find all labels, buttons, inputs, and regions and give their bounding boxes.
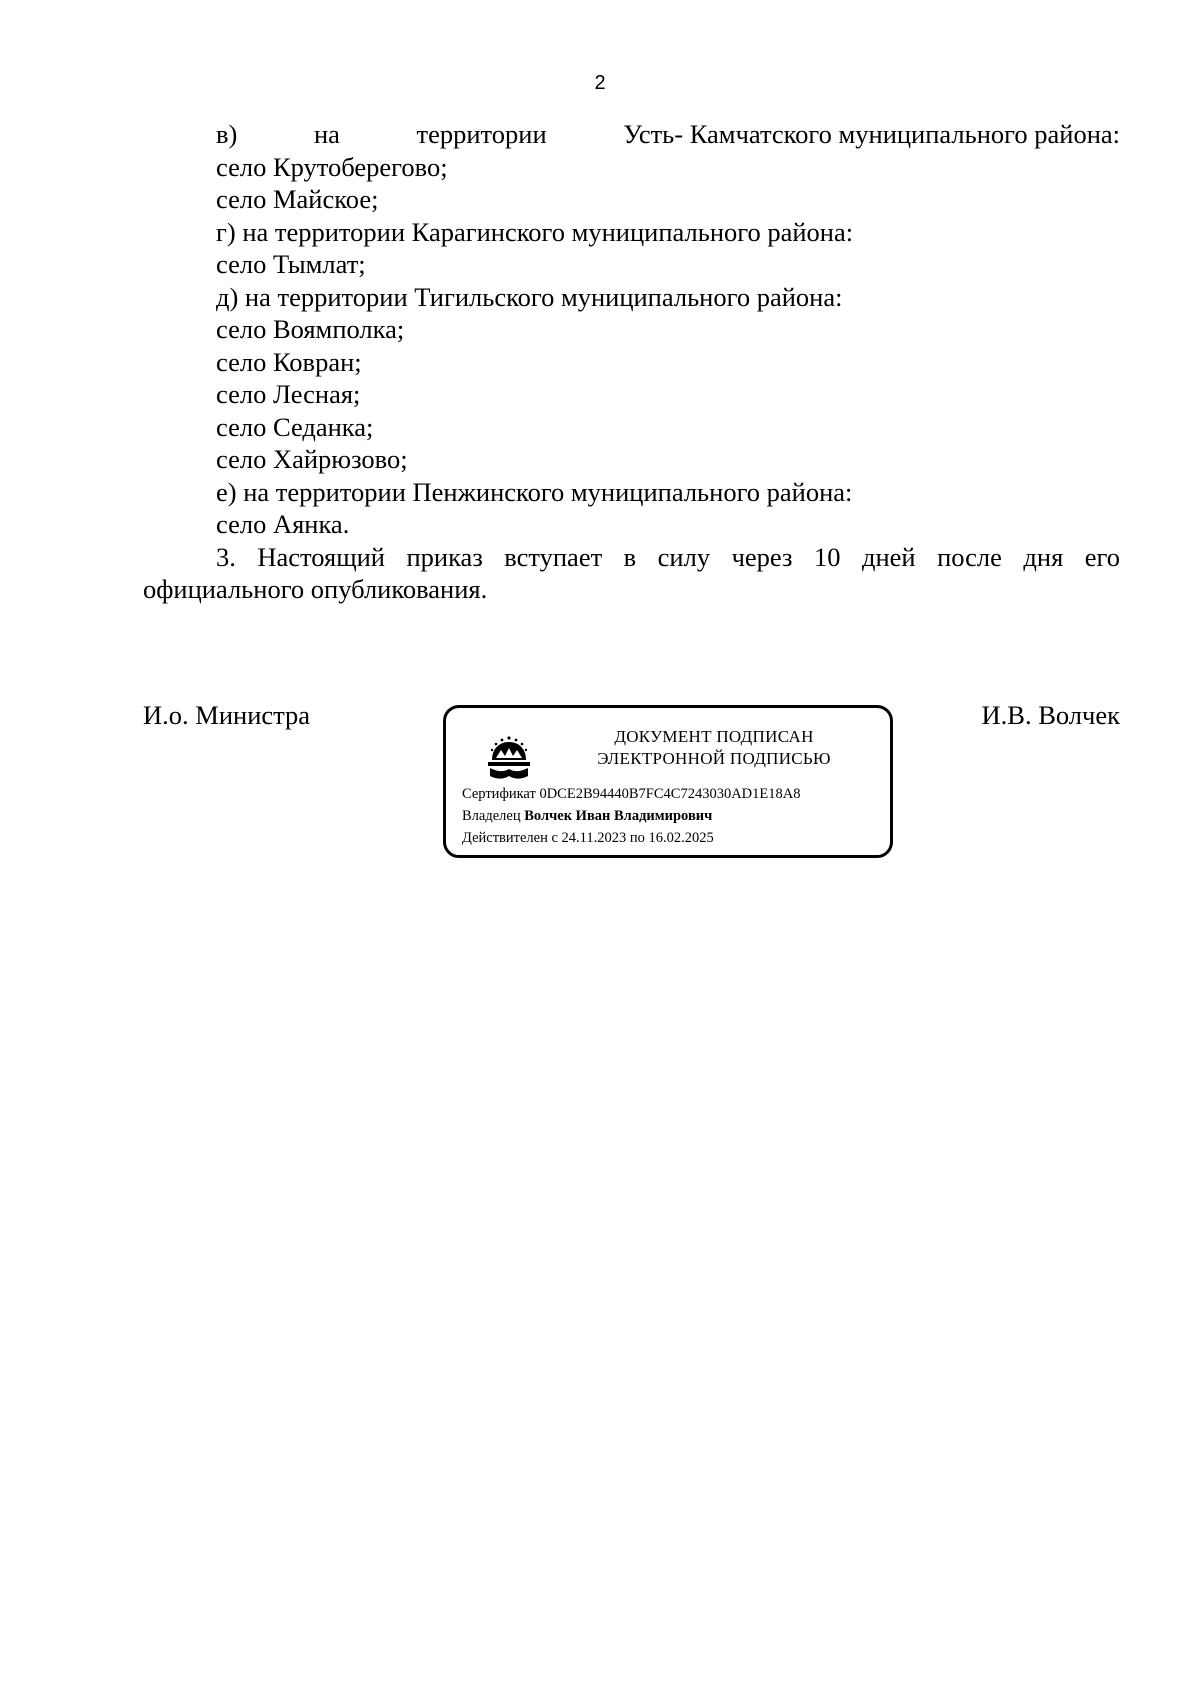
stamp-title	[556, 726, 872, 770]
list-line: село Хайрюзово;	[216, 444, 408, 474]
list-line: село Лесная;	[216, 379, 361, 409]
certificate-row	[462, 785, 880, 803]
list-line: д) на территории Тигильского муниципального района:	[216, 281, 843, 312]
valid-from-label: с	[551, 830, 558, 846]
page-number: 2	[594, 72, 606, 94]
electronic-signature-stamp	[443, 705, 893, 858]
valid-from: 24.11.2023	[561, 830, 627, 846]
valid-label: Действителен	[462, 830, 548, 846]
list-line: село Воямполка;	[216, 314, 405, 344]
validity-row	[462, 829, 880, 847]
word: Усть- Камчатского муниципального района:	[623, 119, 1120, 149]
stamp-title-line: ЭЛЕКТРОННОЙ ПОДПИСЬЮ	[597, 749, 831, 768]
final-paragraph: 3. Настоящий приказ вступает в силу через 10 дней после дня его официального опубликования.	[143, 541, 1120, 604]
signatory-role: И.о. Министра	[143, 700, 311, 730]
word: в)	[216, 119, 238, 149]
stamp-title-line: ДОКУМЕНТ ПОДПИСАН	[614, 727, 814, 746]
owner-row	[462, 807, 880, 825]
list-line: село Седанка;	[216, 411, 374, 442]
coat-of-arms-icon	[484, 726, 534, 780]
list-line: село Ковран;	[216, 346, 362, 377]
owner-value: Волчек Иван Владимирович	[524, 808, 713, 824]
owner-label: Владелец	[462, 808, 521, 824]
list-line: е) на территории Пенжинского муниципального района:	[216, 476, 853, 507]
word: на	[313, 119, 340, 149]
signatory-name: И.В. Волчек	[981, 700, 1120, 730]
list-line: село Майское;	[216, 184, 379, 214]
certificate-label: Сертификат	[462, 786, 536, 802]
certificate-value: 0DCE2B94440B7FC4C7243030AD1E18A8	[539, 786, 801, 802]
list-line: г) на территории Карагинского муниципального района:	[216, 216, 854, 247]
list-line: село Тымлат;	[216, 249, 366, 279]
valid-to: 16.02.2025	[648, 830, 714, 846]
document-body	[143, 118, 1120, 606]
list-line: село Крутоберегово;	[216, 151, 448, 182]
word: территории	[416, 119, 547, 149]
valid-to-label: по	[629, 830, 645, 846]
line-region-ust-kamchatsky	[143, 118, 1120, 151]
list-line: село Аянка.	[216, 509, 350, 539]
